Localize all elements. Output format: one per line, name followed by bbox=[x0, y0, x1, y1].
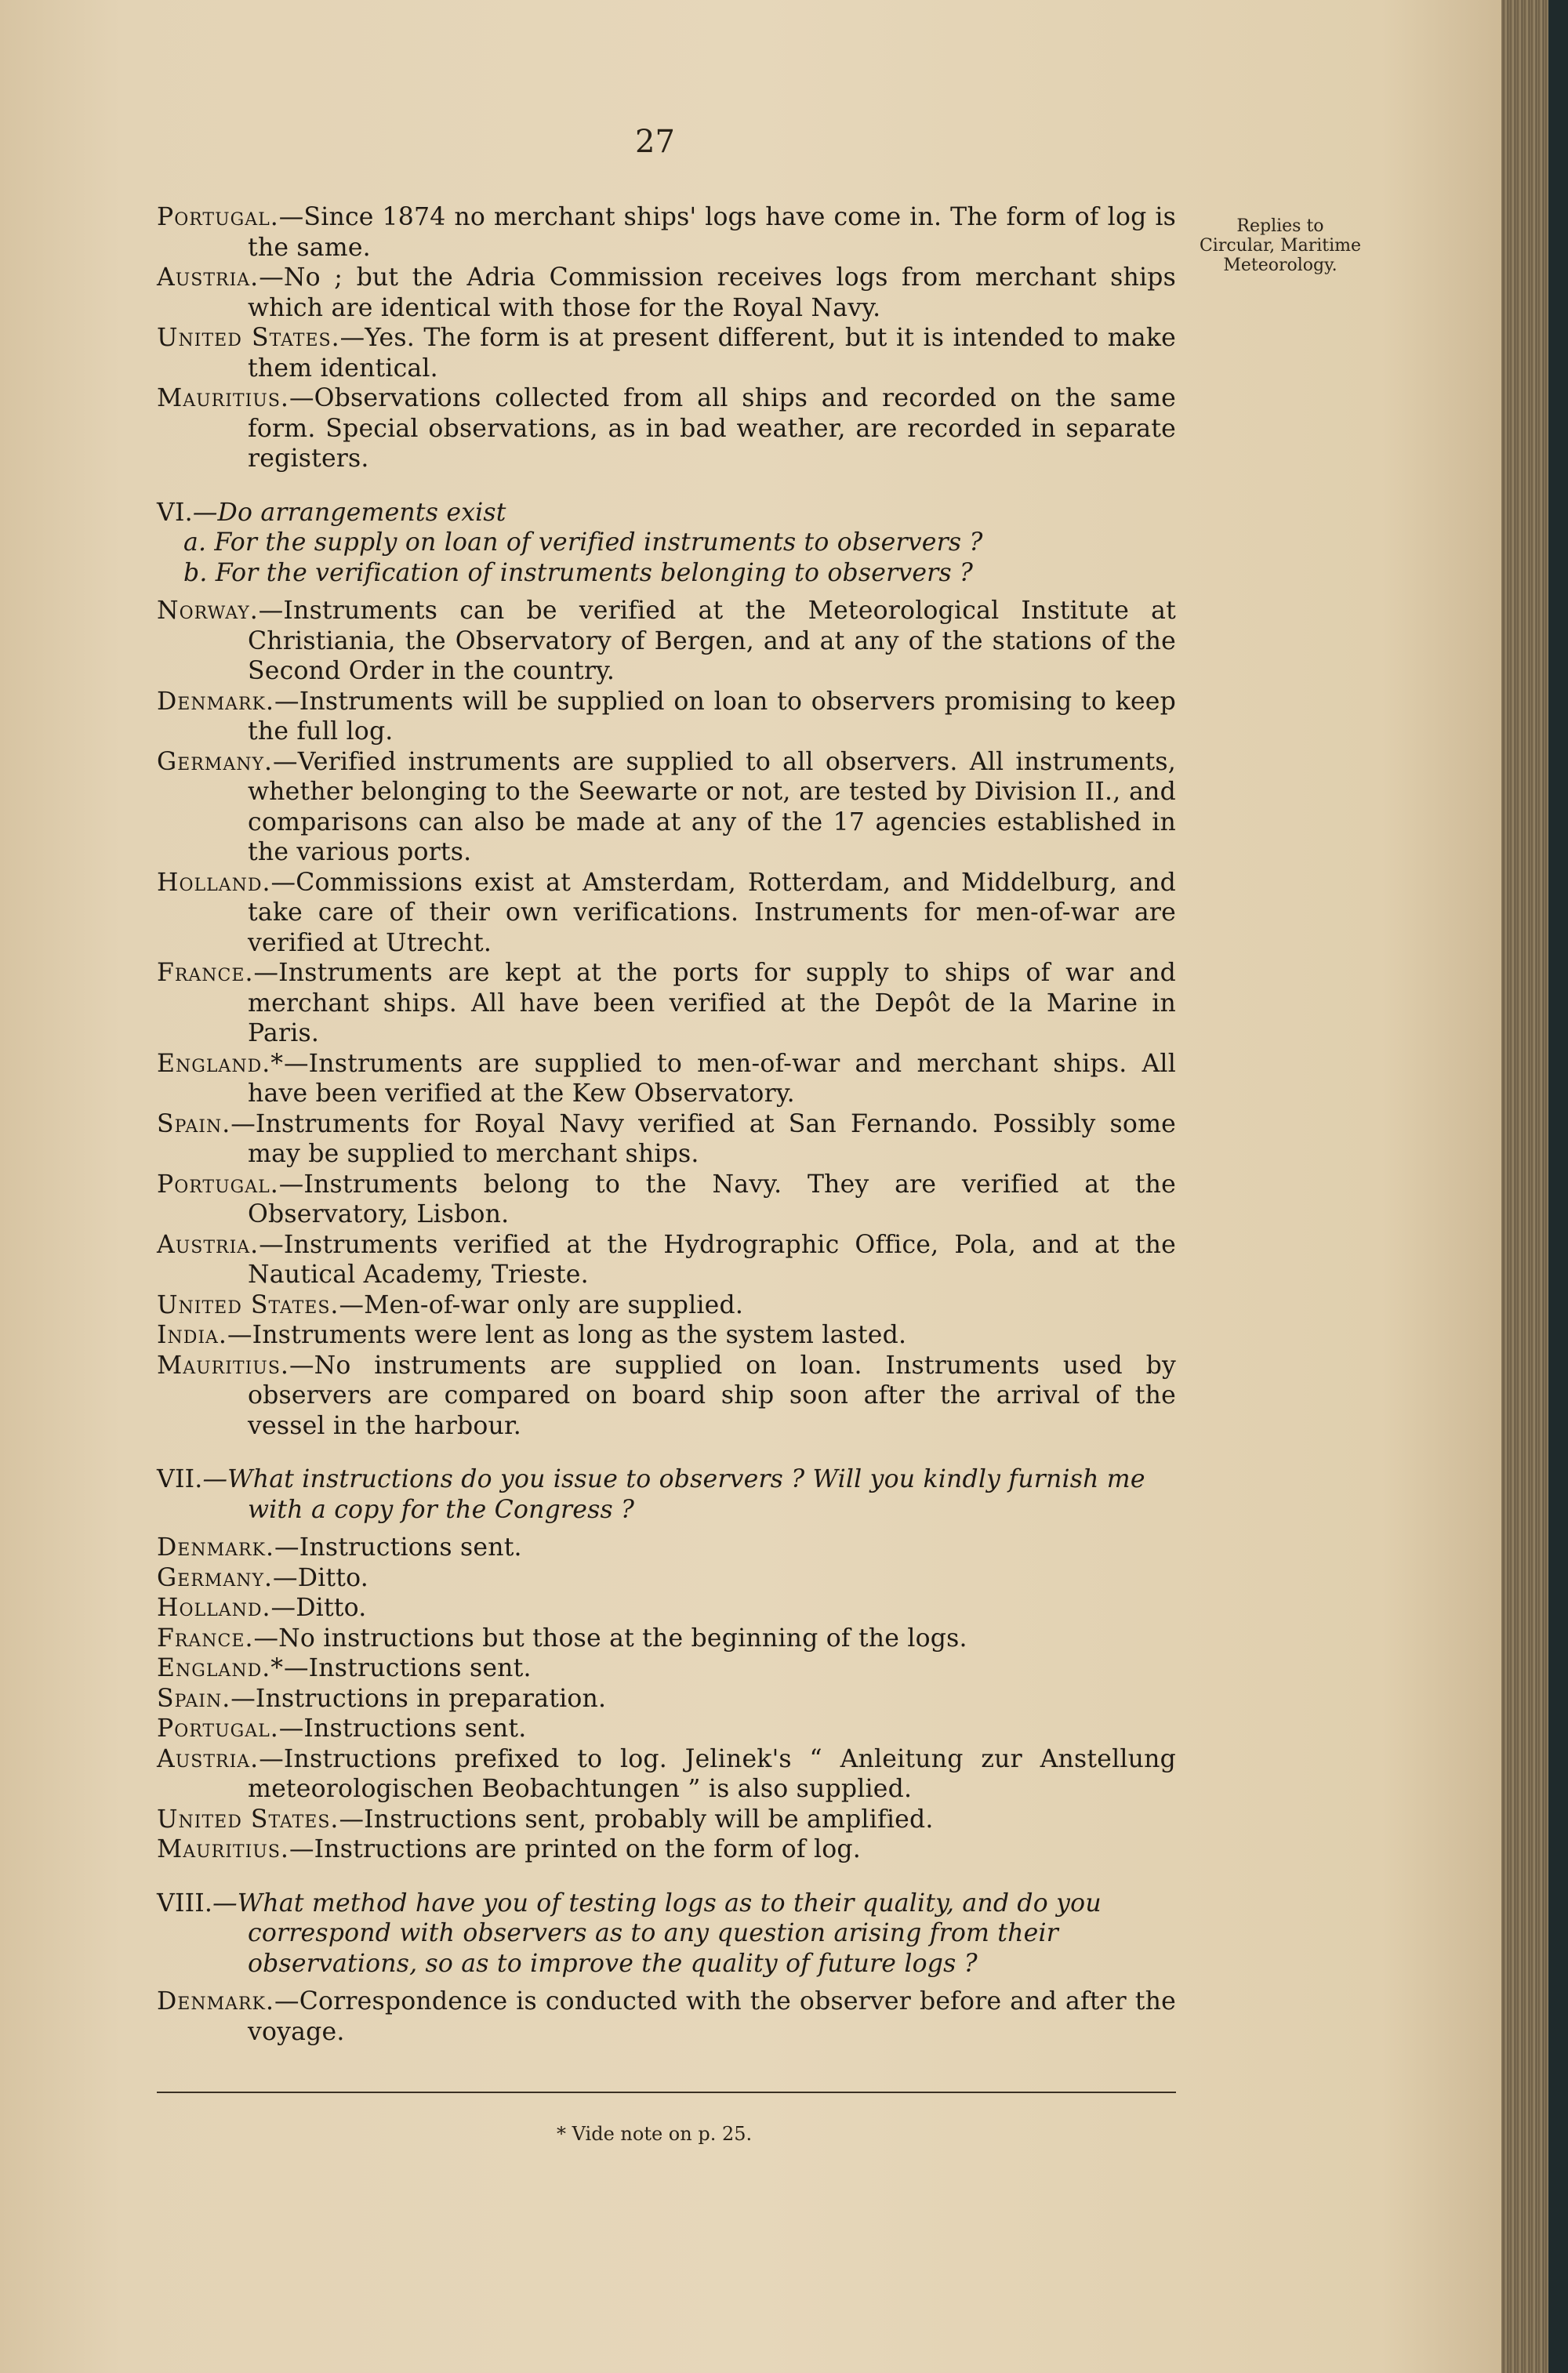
country-reply bbox=[157, 1805, 1176, 1835]
reply-text: —Correspondence is conducted with the observer before and after the voyage. bbox=[248, 1987, 1176, 2046]
country-name: Spain. bbox=[157, 1684, 231, 1713]
country-reply bbox=[157, 323, 1176, 383]
question-vi-heading bbox=[157, 498, 1176, 528]
question-vi-part-b: b. For the verification of instruments belonging to observers ? bbox=[183, 558, 974, 587]
country-reply bbox=[157, 1320, 1176, 1351]
question-viii-heading bbox=[157, 1889, 1176, 1979]
spacer bbox=[157, 588, 1176, 596]
question-text: —What method have you of testing logs as to their quality, and do you correspond with observers as to any question arising from their observations, so as to improve the quality of future logs ? bbox=[212, 1889, 1102, 1978]
country-reply bbox=[157, 1834, 1176, 1865]
reply-text: —Instructions sent, probably will be amplified. bbox=[339, 1805, 934, 1834]
country-name: Mauritius. bbox=[157, 384, 289, 412]
country-reply bbox=[157, 747, 1176, 868]
country-name: Portugal. bbox=[157, 1714, 279, 1743]
reply-text: —Ditto. bbox=[270, 1594, 367, 1622]
spacer bbox=[157, 1979, 1176, 1987]
question-viii bbox=[157, 1889, 1176, 2048]
country-reply bbox=[157, 1230, 1176, 1290]
question-vii-replies bbox=[157, 1533, 1176, 1865]
reply-text: —Instruments for Royal Navy verified at San Fernando. Possibly some may be supplied to merchant ships. bbox=[230, 1109, 1176, 1168]
reply-text: —Yes. The form is at present different, but it is intended to make them identical. bbox=[248, 324, 1176, 383]
reply-text: —Instructions sent. bbox=[274, 1533, 522, 1562]
country-name: Spain. bbox=[157, 1109, 231, 1138]
reply-text: —No ; but the Adria Commission receives logs from merchant ships which are identical with those for the Royal Navy. bbox=[248, 263, 1176, 322]
question-text: —Do arrangements exist bbox=[192, 498, 506, 527]
margin-note: Replies to Circular, Maritime Meteorology. bbox=[1199, 216, 1362, 275]
spacer bbox=[157, 1525, 1176, 1533]
reply-text: —Instructions prefixed to log. Jelinek's “ Anleitung zur Anstellung meteorologischen Beobachtungen ” is also supplied. bbox=[248, 1744, 1176, 1803]
binding-edge bbox=[1548, 0, 1568, 2373]
country-name: France. bbox=[157, 959, 254, 987]
country-reply bbox=[157, 596, 1176, 687]
country-name: Holland. bbox=[157, 868, 271, 897]
country-name: Portugal. bbox=[157, 1170, 279, 1199]
reply-text: —Instructions in preparation. bbox=[230, 1684, 607, 1713]
reply-text: —Instruments verified at the Hydrographic Office, Pola, and at the Nautical Academy, Trieste. bbox=[248, 1230, 1176, 1289]
question-number: VIII. bbox=[157, 1889, 213, 1918]
country-reply bbox=[157, 1744, 1176, 1805]
country-name: Austria. bbox=[157, 1744, 260, 1773]
country-reply bbox=[157, 1533, 1176, 1563]
country-reply bbox=[157, 1170, 1176, 1230]
country-reply bbox=[157, 383, 1176, 474]
question-number: VII. bbox=[157, 1465, 203, 1493]
country-name: England.* bbox=[157, 1654, 284, 1682]
country-reply bbox=[157, 1987, 1176, 2047]
country-name: England.* bbox=[157, 1049, 284, 1078]
question-vi-part-a: a. For the supply on loan of verified instruments to observers ? bbox=[183, 528, 983, 557]
country-name: India. bbox=[157, 1321, 227, 1349]
country-name: France. bbox=[157, 1624, 254, 1653]
country-reply bbox=[157, 1563, 1176, 1594]
country-name: Austria. bbox=[157, 1230, 260, 1259]
reply-text: —Instruments belong to the Navy. They are verified at the Observatory, Lisbon. bbox=[248, 1170, 1176, 1228]
country-name: Mauritius. bbox=[157, 1835, 289, 1863]
country-name: Holland. bbox=[157, 1594, 271, 1622]
country-reply bbox=[157, 1653, 1176, 1684]
country-reply bbox=[157, 1624, 1176, 1654]
reply-text: —Ditto. bbox=[273, 1563, 368, 1592]
country-reply bbox=[157, 1684, 1176, 1714]
question-vi-replies bbox=[157, 596, 1176, 1441]
reply-text: —Instruments can be verified at the Meteorological Institute at Christiania, the Observatory of Bergen, and at any of the stations of the Second Order in the country. bbox=[248, 597, 1176, 685]
section-v-replies bbox=[157, 202, 1176, 474]
country-reply bbox=[157, 958, 1176, 1049]
country-name: Denmark. bbox=[157, 1533, 274, 1562]
question-number: VI. bbox=[157, 498, 193, 527]
country-name: United States. bbox=[157, 1805, 339, 1834]
footnote: * Vide note on p. 25. bbox=[557, 2123, 753, 2145]
question-vii bbox=[157, 1464, 1176, 1865]
reply-text: —No instructions but those at the beginning of the logs. bbox=[253, 1624, 967, 1653]
country-reply bbox=[157, 868, 1176, 959]
country-reply bbox=[157, 1714, 1176, 1744]
country-reply bbox=[157, 1351, 1176, 1442]
country-reply bbox=[157, 1049, 1176, 1109]
country-reply bbox=[157, 1290, 1176, 1321]
country-name: United States. bbox=[157, 1290, 339, 1319]
reply-text: —Instruments were lent as long as the system lasted. bbox=[227, 1321, 907, 1349]
reply-text: —Commissions exist at Amsterdam, Rotterdam, and Middelburg, and take care of their own verifications. Instruments for men-of-war are verified at Utrecht. bbox=[248, 868, 1176, 957]
reply-text: —Instructions sent. bbox=[283, 1654, 532, 1682]
country-reply bbox=[157, 263, 1176, 323]
footnote-rule bbox=[157, 2092, 1176, 2093]
page-number: 27 bbox=[635, 124, 675, 160]
country-name: United States. bbox=[157, 324, 340, 352]
country-name: Austria. bbox=[157, 263, 260, 292]
reply-text: —Instructions are printed on the form of log. bbox=[289, 1835, 861, 1863]
country-name: Germany. bbox=[157, 747, 273, 776]
reply-text: —Verified instruments are supplied to all observers. All instruments, whether belonging to the Seewarte or not, are tested by Division II., and comparisons can also be made at any of the 17 agencies established in the various ports. bbox=[248, 747, 1176, 866]
reply-text: —Men-of-war only are supplied. bbox=[339, 1290, 744, 1319]
country-reply bbox=[157, 1593, 1176, 1624]
reply-text: —Instruments are supplied to men-of-war and merchant ships. All have been verified at the Kew Observatory. bbox=[248, 1049, 1176, 1108]
country-reply bbox=[157, 1109, 1176, 1170]
country-name: Germany. bbox=[157, 1563, 273, 1592]
reply-text: —Instruments will be supplied on loan to observers promising to keep the full log. bbox=[248, 687, 1176, 746]
country-name: Denmark. bbox=[157, 1987, 274, 2016]
reply-text: —Observations collected from all ships and recorded on the same form. Special observations, as in bad weather, are recorded in separate registers. bbox=[248, 384, 1176, 473]
country-reply bbox=[157, 202, 1176, 263]
reply-text: —Since 1874 no merchant ships' logs have come in. The form of log is the same. bbox=[248, 203, 1176, 262]
reply-text: —Instructions sent. bbox=[278, 1714, 527, 1743]
reply-text: —No instruments are supplied on loan. Instruments used by observers are compared on board ship soon after the arrival of the vessel in the harbour. bbox=[248, 1351, 1176, 1440]
body-text bbox=[157, 202, 1176, 2047]
country-name: Portugal. bbox=[157, 203, 279, 231]
question-vii-heading bbox=[157, 1464, 1176, 1525]
country-reply bbox=[157, 687, 1176, 747]
question-vi bbox=[157, 498, 1176, 1442]
reply-text: —Instruments are kept at the ports for supply to ships of war and merchant ships. All have been verified at the Depôt de la Marine in Paris. bbox=[248, 959, 1176, 1047]
question-viii-replies bbox=[157, 1987, 1176, 2047]
country-name: Mauritius. bbox=[157, 1351, 289, 1380]
country-name: Norway. bbox=[157, 597, 259, 625]
question-text: —What instructions do you issue to observers ? Will you kindly furnish me with a copy for the Congress ? bbox=[202, 1465, 1145, 1524]
country-name: Denmark. bbox=[157, 687, 274, 716]
